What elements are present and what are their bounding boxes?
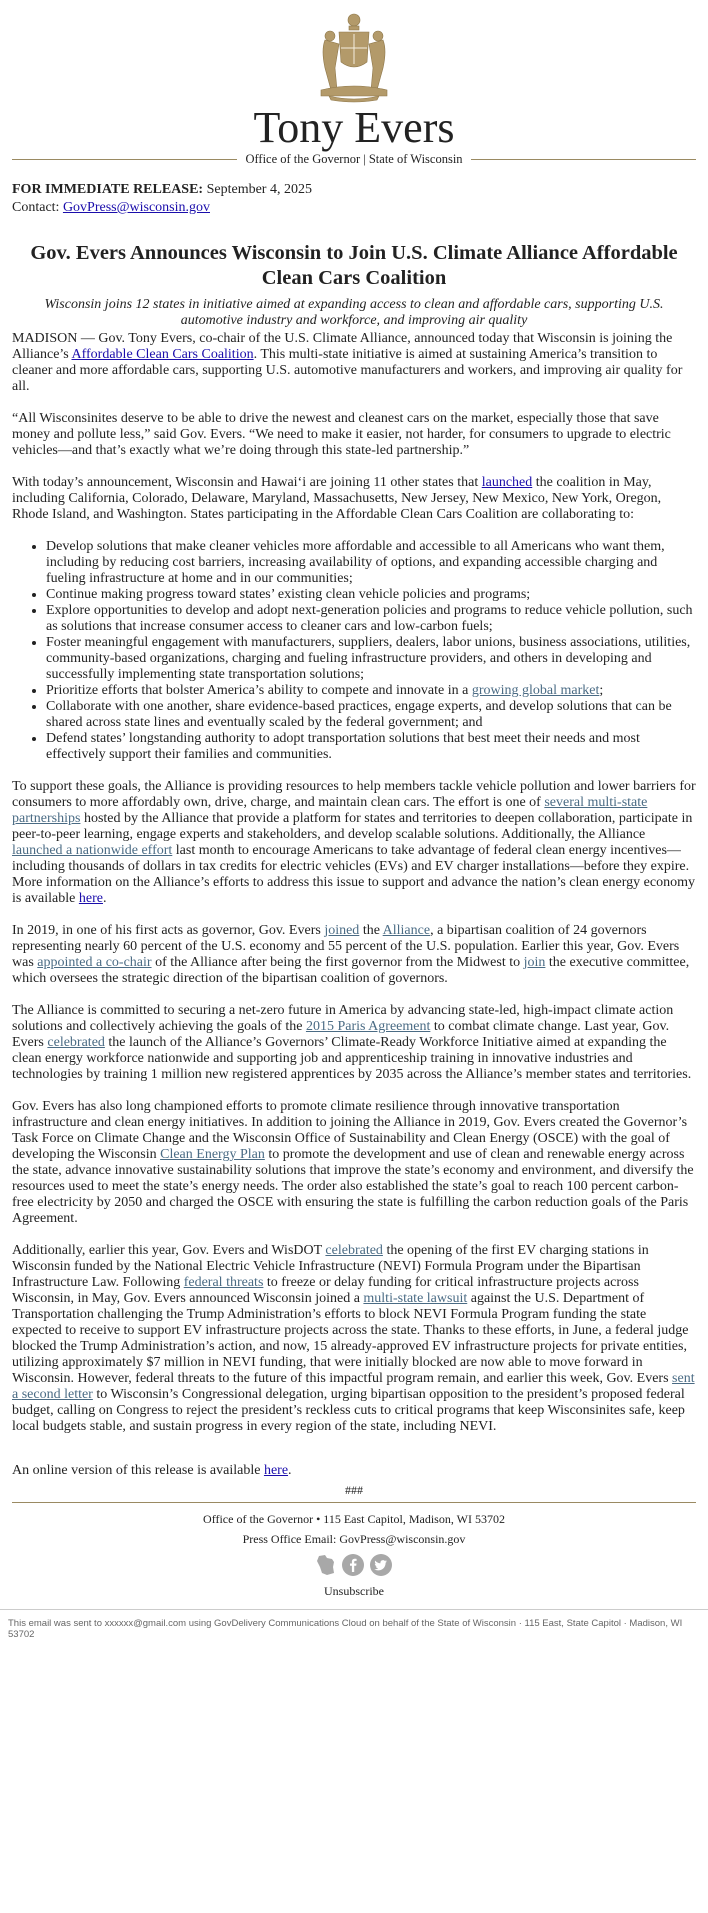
- list-item: • Explore opportunities to develop and adopt next-generation policies and programs to reduce vehicle pollution, such as solutions that increase consumer access to cleaner cars and low-carbon fuels;: [46, 603, 696, 635]
- headline: Gov. Evers Announces Wisconsin to Join U.S. Climate Alliance Affordable Clean Cars Coalition: [30, 242, 678, 289]
- list-item: • Foster meaningful engagement with manufacturers, suppliers, dealers, labor unions, business associations, utilities, community-based organizations, charging and fueling infrastructure providers, and others in developing and successfully implementing state transportation solutions;: [46, 635, 696, 683]
- federal-threats-link[interactable]: federal threats: [183, 1275, 264, 1290]
- release-info: [12, 181, 696, 217]
- unsubscribe-link[interactable]: Unsubscribe: [324, 1584, 384, 1598]
- list-item: • Collaborate with one another, share evidence-based practices, engage experts, and develop solutions that can be shared across state lines and eventually scaled by the federal government; and: [46, 699, 696, 731]
- paragraph-8: Additionally, earlier this year, Gov. Evers and WisDOT celebrated the opening of the first EV charging stations in Wisconsin funded by the National Electric Vehicle Infrastructure (NEVI) Formula Program under the Bipartisan Infrastructure Law. Following federal threats to freeze or delay funding for critical infrastructure projects across Wisconsin, in May, Gov. Evers announced Wisconsin joined a multi-state lawsuit against the U.S. Department of Transportation challenging the Trump Administration’s efforts to block NEVI Formula Program funding the state expected to receive to support EV infrastructure projects across the state. Thanks to these efforts, in June, a federal judge blocked the Trump Administration’s action, and now, 15 already-approved EV infrastructure projects for private entities, utilizing approximately $7 million in NEVI funding, that were initially blocked are now able to move forward in Wisconsin. However, federal threats to the future of this impactful program remain, and earlier this week, Gov. Evers sent a second letter to Wisconsin’s Congressional delegation, urging bipartisan opposition to the president’s proposed federal budget, calling on Congress to reject the president’s reckless cuts to critical programs that keep Wisconsinites safe, keep local budgets stable, and sustain progress in every region of the state, including NEVI.: [12, 1243, 695, 1434]
- multi-state-lawsuit-link[interactable]: multi-state lawsuit: [363, 1291, 468, 1306]
- joined-link[interactable]: joined: [324, 923, 360, 938]
- social-links: [0, 1553, 708, 1577]
- affordable-clean-cars-link[interactable]: Affordable Clean Cars Coalition: [71, 347, 254, 362]
- paragraph-6: The Alliance is committed to securing a net-zero future in America by advancing state-led, high-impact climate action solutions and collectively achieving the goals of the 2015 Paris Agreement to combat climate change. Last year, Gov. Evers celebrated the launch of the Alliance’s Governors’ Climate-Ready Workforce Initiative aimed at expanding the clean energy workforce nationwide and supporting job and apprenticeship training in innovative industries and technologies by training 1 million new registered apprentices by 2035 across the Alliance’s member states and territories.: [12, 1003, 692, 1082]
- growing-global-market-link[interactable]: growing global market: [471, 683, 600, 698]
- facebook-icon[interactable]: [341, 1553, 365, 1577]
- list-item: • Prioritize efforts that bolster America’s ability to compete and innovate in a growing global market;: [46, 683, 696, 699]
- header-office: Office of the Governor | State of Wisconsin: [245, 152, 463, 166]
- contact-email-link[interactable]: GovPress@wisconsin.gov: [62, 200, 210, 215]
- footer-address: Office of the Governor • 115 East Capitol, Madison, WI 53702: [203, 1512, 505, 1526]
- second-letter-link[interactable]: sent a second letter: [12, 1371, 695, 1402]
- paragraph-9: An online version of this release is available here.: [12, 1463, 292, 1478]
- goals-list: [12, 539, 696, 763]
- release-label: FOR IMMEDIATE RELEASE:: [12, 182, 204, 197]
- launched-link[interactable]: launched: [481, 475, 533, 490]
- paragraph-2: “All Wisconsinites deserve to be able to drive the newest and cleanest cars on the market, especially those that save money and pollute less,” said Gov. Evers. “We need to make it easier, not harder, for consumers to upgrade to electric vehicles—and that’s exactly what we’re doing through this state-led partnership.”: [12, 411, 671, 458]
- paris-agreement-link[interactable]: 2015 Paris Agreement: [305, 1019, 431, 1034]
- header-name: Tony Evers: [253, 103, 455, 152]
- wisconsin-icon[interactable]: [315, 1553, 337, 1577]
- legal-rule: [0, 1609, 708, 1610]
- end-marker: ###: [345, 1483, 363, 1497]
- wisconsin-state-seal-icon: [311, 0, 397, 104]
- deck: Wisconsin joins 12 states in initiative aimed at expanding access to clean and affordable cars, supporting U.S. automotive industry and workforce, and improving air quality: [44, 297, 664, 328]
- appointed-co-chair-link[interactable]: appointed a co-chair: [37, 955, 152, 970]
- release-date: September 4, 2025: [206, 182, 312, 197]
- alliance-link[interactable]: Alliance: [382, 923, 431, 938]
- paragraph-4: To support these goals, the Alliance is providing resources to help members tackle vehicle pollution and lower barriers for consumers to more affordably own, drive, charge, and maintain clean cars. The effort is one of several multi-state partnerships hosted by the Alliance that provide a platform for states and territories to deepen collaboration, participate in peer-to-peer learning, engage experts and stakeholders, and develop scalable solutions. Additionally, the Alliance launched a nationwide effort last month to encourage Americans to take advantage of federal clean energy incentives—including thousands of dollars in tax credits for electric vehicles (EVs) and EV charger installations—before they expire. More information on the Alliance’s efforts to address this issue to support and advance the nation’s clean energy economy is available here.: [12, 779, 696, 906]
- footer: [0, 1503, 708, 1599]
- celebrated-ev-link[interactable]: celebrated: [325, 1243, 383, 1258]
- header-rule: [12, 152, 696, 167]
- paragraph-1: MADISON — Gov. Tony Evers, co-chair of the U.S. Climate Alliance, announced today that Wisconsin is joining the Alliance’s Affordable Clean Cars Coalition. This multi-state initiative is aimed at sustaining America’s transition to cleaner and more affordable cars, supporting U.S. automotive manufacturers and workers, and improving air quality for all.: [12, 331, 683, 394]
- clean-energy-plan-link[interactable]: Clean Energy Plan: [160, 1147, 265, 1162]
- paragraph-7: Gov. Evers has also long championed efforts to promote climate resilience through innovative transportation infrastructure and clean energy initiatives. In addition to joining the Alliance in 2019, Gov. Evers created the Governor’s Task Force on Climate Change and the Wisconsin Office of Sustainability and Clean Energy (OSCE) with the goal of developing the Wisconsin Clean Energy Plan to promote the development and use of clean and renewable energy across the state, advance innovative sustainability solutions that improve the state’s economy and environment, and diversify the resources used to meet the state’s energy needs. The order also established the state’s goal to reach 100 percent carbon-free electricity by 2050 and charged the OSCE with ensuring the state is fulfilling the carbon reduction goals of the Paris Agreement.: [12, 1099, 694, 1226]
- list-item: • Continue making progress toward states’ existing clean vehicle policies and programs;: [46, 587, 696, 603]
- multi-state-partnerships-link[interactable]: several multi-state partnerships: [12, 795, 648, 826]
- list-item: • Defend states’ longstanding authority to adopt transportation solutions that best meet their needs and most effectively support their families and communities.: [46, 731, 696, 763]
- paragraph-3: With today’s announcement, Wisconsin and Hawai‘i are joining 11 other states that launched the coalition in May, including California, Colorado, Delaware, Maryland, Massachusetts, New Jersey, New Mexico, New York, Oregon, Rhode Island, and Washington. States participating in the Affordable Clean Cars Coalition are collaborating to:: [12, 475, 662, 522]
- here-link[interactable]: here: [78, 891, 103, 906]
- online-version-link[interactable]: here: [263, 1463, 289, 1478]
- join-link[interactable]: join: [523, 955, 546, 970]
- contact-label: Contact:: [12, 200, 60, 215]
- paragraph-5: In 2019, in one of his first acts as governor, Gov. Evers joined the Alliance, a bipartisan coalition of 24 governors representing nearly 60 percent of the U.S. economy and 55 percent of the U.S. population. Earlier this year, Gov. Evers was appointed a co-chair of the Alliance after being the first governor from the Midwest to join the executive committee, which oversees the strategic direction of the bipartisan coalition of governors.: [12, 923, 690, 986]
- twitter-icon[interactable]: [369, 1553, 393, 1577]
- list-item: • Develop solutions that make cleaner vehicles more affordable and accessible to all Americans who want them, including by reducing cost barriers, increasing availability of options, and expanding accessible charging and fueling infrastructure at home and in our communities;: [46, 539, 696, 587]
- footer-press: Press Office Email: GovPress@wisconsin.gov: [242, 1532, 466, 1546]
- celebrated-link[interactable]: celebrated: [47, 1035, 105, 1050]
- nationwide-effort-link[interactable]: launched a nationwide effort: [12, 843, 173, 858]
- legal-text: This email was sent to xxxxxx@gmail.com using GovDelivery Communications Cloud on behalf of the State of Wisconsin · 115 East, State Capitol · Madison, WI 53702: [8, 1618, 683, 1640]
